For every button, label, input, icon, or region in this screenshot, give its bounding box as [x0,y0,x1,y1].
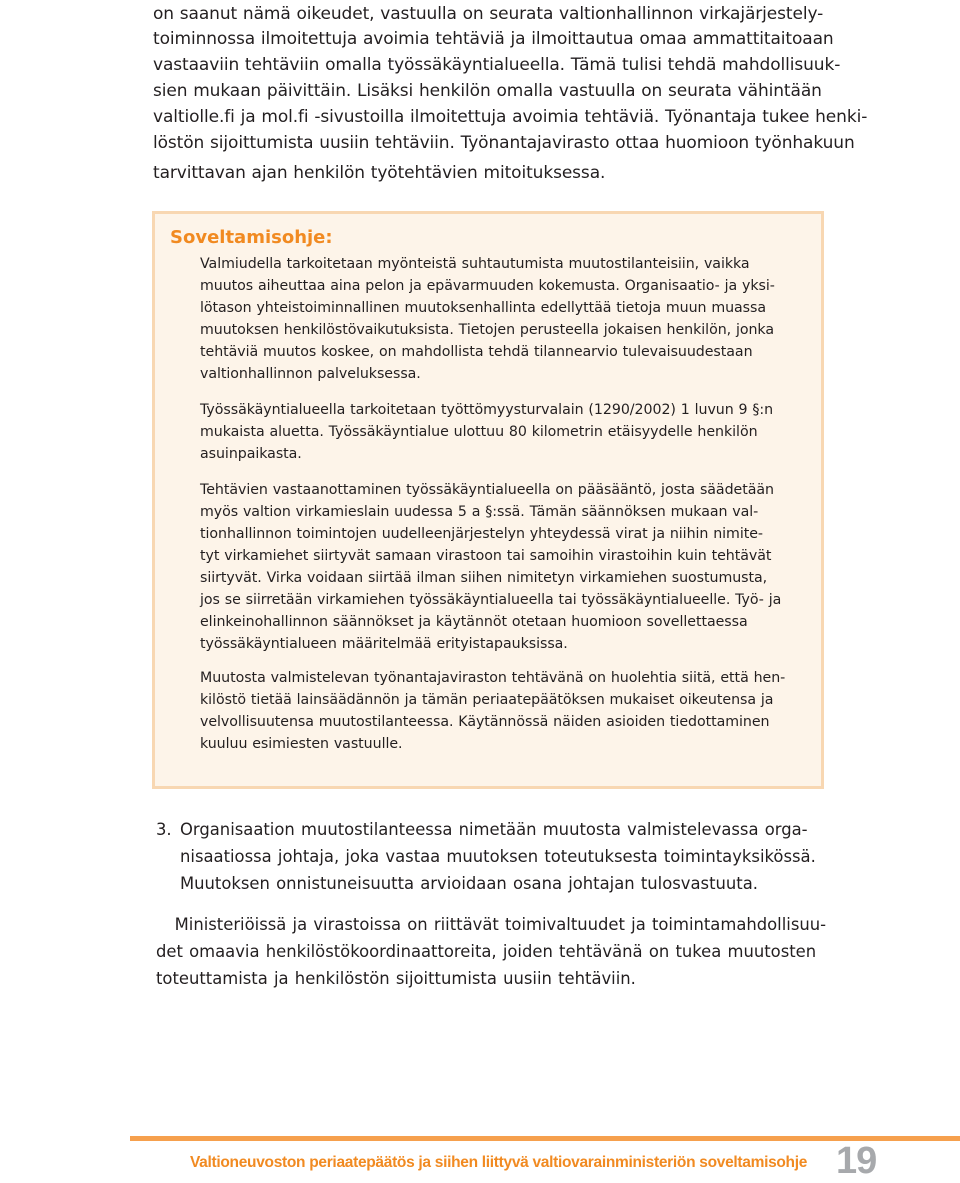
text-line: tyt virkamiehet siirtyvät samaan virastoon tai samoihin virastoihin kuin tehtävät [200,548,772,564]
text-line: muutos aiheuttaa aina pelon ja epävarmuuden kokemusta. Organisaatio- ja yksi- [200,278,775,294]
text-line: löstön sijoittumista uusiin tehtäviin. Työnantajavirasto ottaa huomioon työnhakuun [153,133,855,153]
text-line: valtionhallinnon palveluksessa. [200,366,421,382]
text-line: myös valtion virkamieslain uudessa 5 a §:ssä. Tämän säännöksen mukaan val- [200,504,759,520]
text-line: Ministeriöissä ja virastoissa on riittävät toimivaltuudet ja toimintamahdollisuu- [156,915,827,934]
text-line: toiminnossa ilmoitettuja avoimia tehtäviä ja ilmoittautua omaa ammattitaitoaan [153,29,834,49]
text-line: sien mukaan päivittäin. Lisäksi henkilön omalla vastuulla on seurata vähintään [153,81,822,101]
text-line: Valmiudella tarkoitetaan myönteistä suhtautumista muutostilanteisiin, vaikka [200,256,750,272]
guidance-box-title: Soveltamisohje: [170,227,333,248]
text-line: toteuttamista ja henkilöstön sijoittumista uusiin tehtäviin. [156,969,636,988]
text-line: Organisaation muutostilanteessa nimetään muutosta valmistelevassa orga- [180,820,808,839]
text-line: tarvittavan ajan henkilön työtehtävien mitoituksessa. [153,163,606,183]
text-line: jos se siirretään virkamiehen työssäkäyntialueella tai työssäkäyntialueelle. Työ- ja [200,592,782,608]
text-line: Tehtävien vastaanottaminen työssäkäyntialueella on pääsääntö, josta säädetään [200,482,774,498]
text-line: on saanut nämä oikeudet, vastuulla on seurata valtionhallinnon virkajärjestely- [153,4,824,24]
text-line: asuinpaikasta. [200,446,302,462]
text-line: velvollisuutensa muutostilanteessa. Käytännössä näiden asioiden tiedottaminen [200,714,770,730]
page-number: 19 [836,1140,877,1182]
text-line: Muutoksen onnistuneisuutta arvioidaan osana johtajan tulosvastuuta. [180,874,758,893]
text-line: tehtäviä muutos koskee, on mahdollista tehdä tilannearvio tulevaisuudestaan [200,344,753,360]
text-line: työssäkäyntialueen määritelmää erityistapauksissa. [200,636,568,652]
text-line: lötason yhteistoiminnallinen muutoksenhallinta edellyttää tietoja muun muassa [200,300,767,316]
list-item-number: 3. [156,820,172,839]
text-line: kuuluu esimiesten vastuulle. [200,736,403,752]
text-line: vastaaviin tehtäviin omalla työssäkäyntialueella. Tämä tulisi tehdä mahdollisuuk- [153,55,841,75]
text-line: det omaavia henkilöstökoordinaattoreita, joiden tehtävänä on tukea muutosten [156,942,817,961]
text-line: mukaista aluetta. Työssäkäyntialue ulottuu 80 kilometrin etäisyydelle henkilön [200,424,758,440]
text-line: tionhallinnon toimintojen uudelleenjärjestelyn yhteydessä virat ja niihin nimite- [200,526,763,542]
text-line: nisaatiossa johtaja, joka vastaa muutoksen toteutuksesta toimintayksikössä. [180,847,816,866]
text-line: siirtyvät. Virka voidaan siirtää ilman siihen nimitetyn virkamiehen suostumusta, [200,570,768,586]
text-line: Muutosta valmistelevan työnantajaviraston tehtävänä on huolehtia siitä, että hen- [200,670,786,686]
text-line: muutoksen henkilöstövaikutuksista. Tietojen perusteella jokaisen henkilön, jonka [200,322,774,338]
footer-publication-title: Valtioneuvoston periaatepäätös ja siihen liittyvä valtiovarainministeriön soveltamisohje [190,1154,808,1171]
text-line: elinkeinohallinnon säännökset ja käytännöt otetaan huomioon sovellettaessa [200,614,748,630]
text-line: kilöstö tietää lainsäädännön ja tämän periaatepäätöksen mukaiset oikeutensa ja [200,692,774,708]
text-line: Työssäkäyntialueella tarkoitetaan työttömyysturvalain (1290/2002) 1 luvun 9 §:n [200,402,774,418]
text-line: valtiolle.fi ja mol.fi -sivustoilla ilmoitettuja avoimia tehtäviä. Työnantaja tukee henki- [153,107,868,127]
